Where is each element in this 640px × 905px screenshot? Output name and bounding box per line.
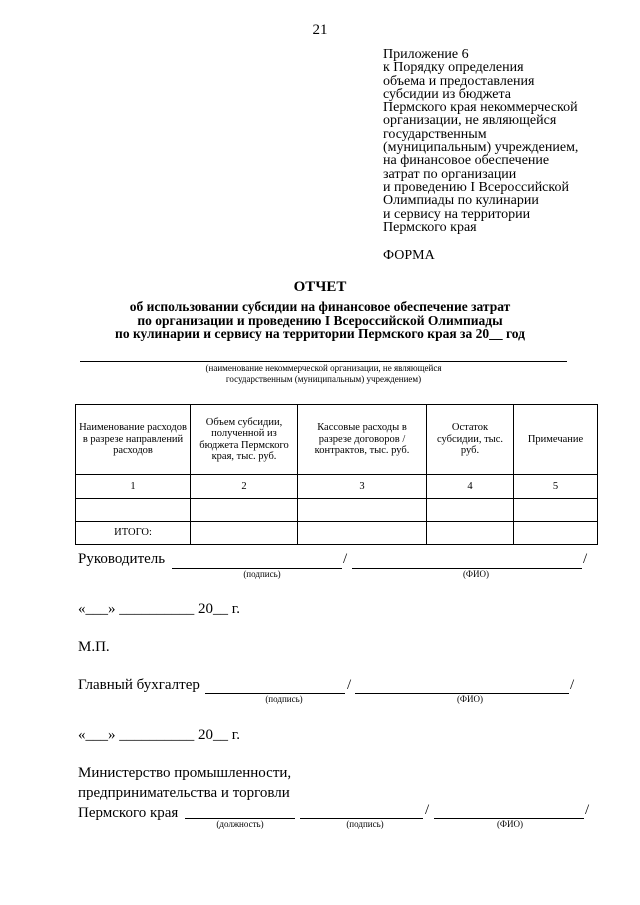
appendix-line: и проведению I Всероссийской — [383, 179, 569, 195]
slash: / — [347, 677, 352, 693]
subtitle-line: об использовании субсидии на финансовое обеспечение затрат — [129, 299, 511, 314]
signature-caption: (подпись) — [265, 694, 303, 704]
number-cell: 4 — [427, 475, 514, 499]
ministry-line: предпринимательства и торговли — [78, 785, 290, 801]
name-caption: (ФИО) — [456, 694, 484, 704]
number-cell: 1 — [76, 475, 191, 499]
total-label: ИТОГО: — [76, 522, 191, 545]
appendix-line: субсидии из бюджета — [383, 86, 512, 102]
table-cell[interactable] — [191, 522, 298, 545]
table-cell[interactable] — [76, 499, 191, 522]
date-line[interactable]: «___» __________ 20__ г. — [78, 727, 240, 743]
number-cell: 5 — [514, 475, 598, 499]
appendix-line: Пермского края — [383, 219, 477, 235]
appendix-line: и сервису на территории — [383, 206, 531, 222]
appendix-block — [383, 48, 623, 234]
table-number-row — [76, 475, 598, 499]
appendix-line: Приложение 6 — [383, 47, 469, 62]
position-caption: (должность) — [216, 819, 264, 829]
form-label: ФОРМА — [383, 248, 435, 263]
header-cell: Наименование расходов в разрезе направлений расходов — [76, 405, 191, 475]
report-table — [75, 404, 598, 545]
table-cell[interactable] — [514, 522, 598, 545]
org-caption-line: (наименование некоммерческой организации, не являющейся — [205, 363, 442, 373]
date-line[interactable]: «___» __________ 20__ г. — [78, 601, 240, 617]
report-subtitle — [0, 300, 640, 341]
signature-caption: (подпись) — [346, 819, 384, 829]
slash: / — [583, 551, 588, 567]
organization-caption — [80, 363, 567, 384]
appendix-line: организации, не являющейся — [383, 113, 557, 129]
header-cell: Остаток субсидии, тыс. руб. — [427, 405, 514, 475]
organization-name-field[interactable] — [80, 361, 567, 362]
subtitle-line: по организации и проведению I Всероссийской Олимпиады — [137, 312, 503, 328]
header-cell: Кассовые расходы в разрезе договоров / контрактов, тыс. руб. — [298, 405, 427, 475]
head-label: Руководитель — [78, 551, 166, 567]
header-cell: Примечание — [514, 405, 598, 475]
signature-caption: (подпись) — [243, 569, 281, 579]
org-caption-line: государственным (муниципальным) учреждением) — [225, 373, 422, 384]
seal-label: М.П. — [78, 639, 110, 655]
appendix-line: на финансовое обеспечение — [383, 153, 550, 169]
table-cell[interactable] — [191, 499, 298, 522]
appendix-line: к Порядку определения — [383, 60, 524, 76]
table-cell[interactable] — [298, 499, 427, 522]
table-cell[interactable] — [298, 522, 427, 545]
chief-accountant-label: Главный бухгалтер — [78, 677, 200, 693]
header-cell: Объем субсидии, полученной из бюджета Пермского края, тыс. руб. — [191, 405, 298, 475]
number-cell: 3 — [298, 475, 427, 499]
report-title: ОТЧЕТ — [293, 279, 347, 295]
table-cell[interactable] — [427, 522, 514, 545]
slash: / — [425, 802, 430, 818]
appendix-line: затрат по организации — [383, 166, 517, 182]
appendix-line: Олимпиады по кулинарии — [383, 193, 539, 209]
appendix-line: объема и предоставления — [383, 73, 535, 89]
slash: / — [570, 677, 575, 693]
ministry-line: Пермского края — [78, 805, 179, 821]
slash: / — [343, 551, 348, 567]
table-row — [76, 499, 598, 522]
appendix-line: Пермского края некоммерческой — [383, 100, 578, 116]
slash: / — [585, 802, 590, 818]
appendix-line: (муниципальным) учреждением, — [383, 140, 579, 156]
table-cell[interactable] — [514, 499, 598, 522]
table-total-row — [76, 522, 598, 545]
ministry-line: Министерство промышленности, — [78, 765, 292, 781]
page-number: 21 — [312, 22, 328, 38]
name-caption: (ФИО) — [496, 819, 524, 829]
table-cell[interactable] — [427, 499, 514, 522]
subtitle-line: по кулинарии и сервису на территории Пермского края за 20__ год — [115, 326, 525, 341]
appendix-line: государственным — [383, 126, 487, 142]
name-caption: (ФИО) — [462, 569, 490, 579]
table-header-row — [76, 405, 598, 475]
number-cell: 2 — [191, 475, 298, 499]
ministry-block — [78, 763, 291, 823]
